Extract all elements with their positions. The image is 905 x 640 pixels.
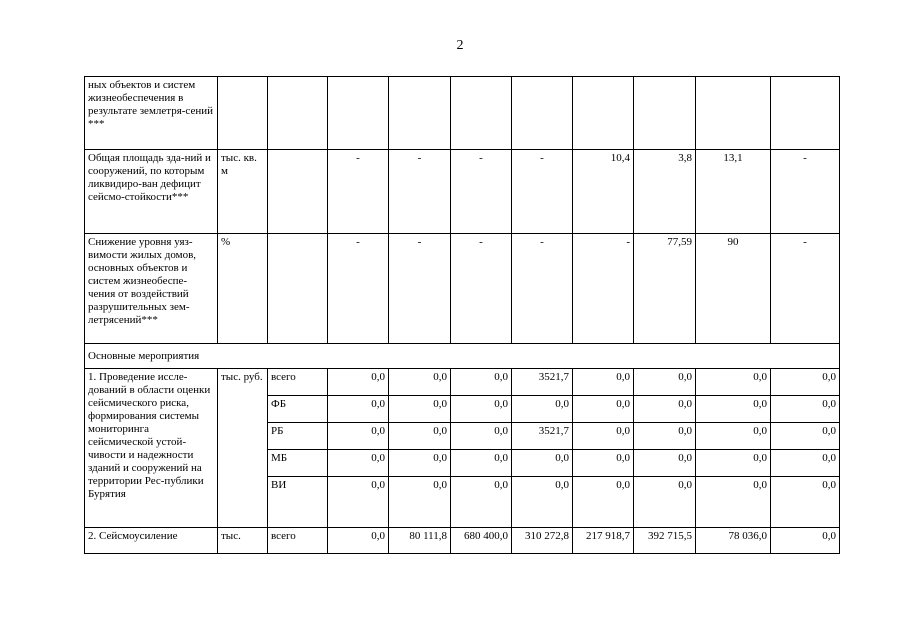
value-cell: 0,0 bbox=[512, 477, 573, 528]
value-cell: 10,4 bbox=[573, 150, 634, 234]
unit-cell bbox=[218, 77, 268, 150]
value-cell: 3521,7 bbox=[512, 369, 573, 396]
value-cell: - bbox=[771, 234, 840, 344]
value-cell: 0,0 bbox=[328, 450, 389, 477]
table-row bbox=[85, 77, 840, 150]
value-cell: 0,0 bbox=[512, 450, 573, 477]
value-cell: 0,0 bbox=[451, 450, 512, 477]
value-cell: 0,0 bbox=[696, 477, 771, 528]
value-cell: 0,0 bbox=[771, 369, 840, 396]
unit-cell: тыс. руб. bbox=[218, 369, 268, 528]
value-cell: 77,59 bbox=[634, 234, 696, 344]
indicator-name: ных объектов и систем жизнеобеспечения в результате землетря-сений *** bbox=[85, 77, 218, 150]
value-cell bbox=[389, 77, 451, 150]
value-cell bbox=[573, 77, 634, 150]
section-header: Основные мероприятия bbox=[85, 344, 840, 369]
value-cell bbox=[328, 77, 389, 150]
value-cell: 0,0 bbox=[634, 477, 696, 528]
value-cell: 680 400,0 bbox=[451, 528, 512, 554]
value-cell: 78 036,0 bbox=[696, 528, 771, 554]
funding-source: ФБ bbox=[268, 396, 328, 423]
value-cell: - bbox=[512, 150, 573, 234]
value-cell: - bbox=[451, 234, 512, 344]
value-cell: 0,0 bbox=[328, 528, 389, 554]
value-cell: - bbox=[451, 150, 512, 234]
value-cell bbox=[451, 77, 512, 150]
value-cell: 0,0 bbox=[328, 423, 389, 450]
value-cell bbox=[512, 77, 573, 150]
value-cell: 0,0 bbox=[512, 396, 573, 423]
value-cell: 0,0 bbox=[696, 423, 771, 450]
funding-source: ВИ bbox=[268, 477, 328, 528]
page-number: 2 bbox=[456, 38, 464, 53]
funding-source: всего bbox=[268, 528, 328, 554]
table-row bbox=[85, 234, 840, 344]
value-cell: 0,0 bbox=[451, 369, 512, 396]
value-cell: 0,0 bbox=[573, 396, 634, 423]
indicator-name: Общая площадь зда-ний и сооружений, по которым ликвидиро-ван дефицит сейсмо-стойкости*** bbox=[85, 150, 218, 234]
value-cell: 0,0 bbox=[451, 423, 512, 450]
table-row bbox=[85, 528, 840, 554]
table-row bbox=[85, 150, 840, 234]
value-cell bbox=[268, 150, 328, 234]
funding-source: РБ bbox=[268, 423, 328, 450]
value-cell: 0,0 bbox=[634, 450, 696, 477]
value-cell: 310 272,8 bbox=[512, 528, 573, 554]
value-cell bbox=[268, 77, 328, 150]
value-cell: - bbox=[389, 234, 451, 344]
value-cell: - bbox=[512, 234, 573, 344]
value-cell: 0,0 bbox=[771, 396, 840, 423]
value-cell: 0,0 bbox=[389, 450, 451, 477]
value-cell: 13,1 bbox=[696, 150, 771, 234]
table-row bbox=[85, 369, 840, 396]
value-cell: 3521,7 bbox=[512, 423, 573, 450]
unit-cell: тыс. кв. м bbox=[218, 150, 268, 234]
value-cell: - bbox=[771, 150, 840, 234]
value-cell: 80 111,8 bbox=[389, 528, 451, 554]
value-cell: 0,0 bbox=[389, 396, 451, 423]
value-cell: - bbox=[389, 150, 451, 234]
table-row bbox=[85, 344, 840, 369]
value-cell: 0,0 bbox=[634, 396, 696, 423]
value-cell: 217 918,7 bbox=[573, 528, 634, 554]
value-cell: 0,0 bbox=[696, 396, 771, 423]
value-cell: 0,0 bbox=[389, 423, 451, 450]
value-cell: 0,0 bbox=[389, 369, 451, 396]
value-cell: 0,0 bbox=[634, 423, 696, 450]
value-cell bbox=[268, 234, 328, 344]
value-cell: 0,0 bbox=[328, 369, 389, 396]
value-cell: 0,0 bbox=[771, 450, 840, 477]
measure-name: 1. Проведение иссле-дований в области оценки сейсмического риска, формирования системы мониторинга сейсмической устой-чивости и надежности зданий и сооружений на территории Рес-публики Бурятия bbox=[85, 369, 218, 528]
value-cell: 392 715,5 bbox=[634, 528, 696, 554]
value-cell: - bbox=[573, 234, 634, 344]
value-cell: 0,0 bbox=[573, 423, 634, 450]
value-cell: 0,0 bbox=[634, 369, 696, 396]
value-cell bbox=[771, 77, 840, 150]
measure-name: 2. Сейсмоусиление bbox=[85, 528, 218, 554]
value-cell: - bbox=[328, 234, 389, 344]
value-cell: 0,0 bbox=[389, 477, 451, 528]
value-cell: 0,0 bbox=[573, 477, 634, 528]
value-cell: 0,0 bbox=[573, 369, 634, 396]
value-cell bbox=[634, 77, 696, 150]
value-cell: 0,0 bbox=[451, 477, 512, 528]
value-cell: 0,0 bbox=[696, 369, 771, 396]
value-cell bbox=[696, 77, 771, 150]
value-cell: 0,0 bbox=[573, 450, 634, 477]
indicator-name: Снижение уровня уяз-вимости жилых домов, основных объектов и систем жизнеобеспе-чения от воздействий разрушительных зем-летрясений*** bbox=[85, 234, 218, 344]
value-cell: 0,0 bbox=[328, 396, 389, 423]
value-cell: - bbox=[328, 150, 389, 234]
value-cell: 0,0 bbox=[328, 477, 389, 528]
value-cell: 90 bbox=[696, 234, 771, 344]
indicators-table bbox=[84, 76, 840, 554]
unit-cell: % bbox=[218, 234, 268, 344]
funding-source: МБ bbox=[268, 450, 328, 477]
value-cell: 0,0 bbox=[771, 423, 840, 450]
unit-cell: тыс. bbox=[218, 528, 268, 554]
value-cell: 0,0 bbox=[451, 396, 512, 423]
value-cell: 0,0 bbox=[771, 477, 840, 528]
value-cell: 0,0 bbox=[771, 528, 840, 554]
value-cell: 3,8 bbox=[634, 150, 696, 234]
value-cell: 0,0 bbox=[696, 450, 771, 477]
funding-source: всего bbox=[268, 369, 328, 396]
